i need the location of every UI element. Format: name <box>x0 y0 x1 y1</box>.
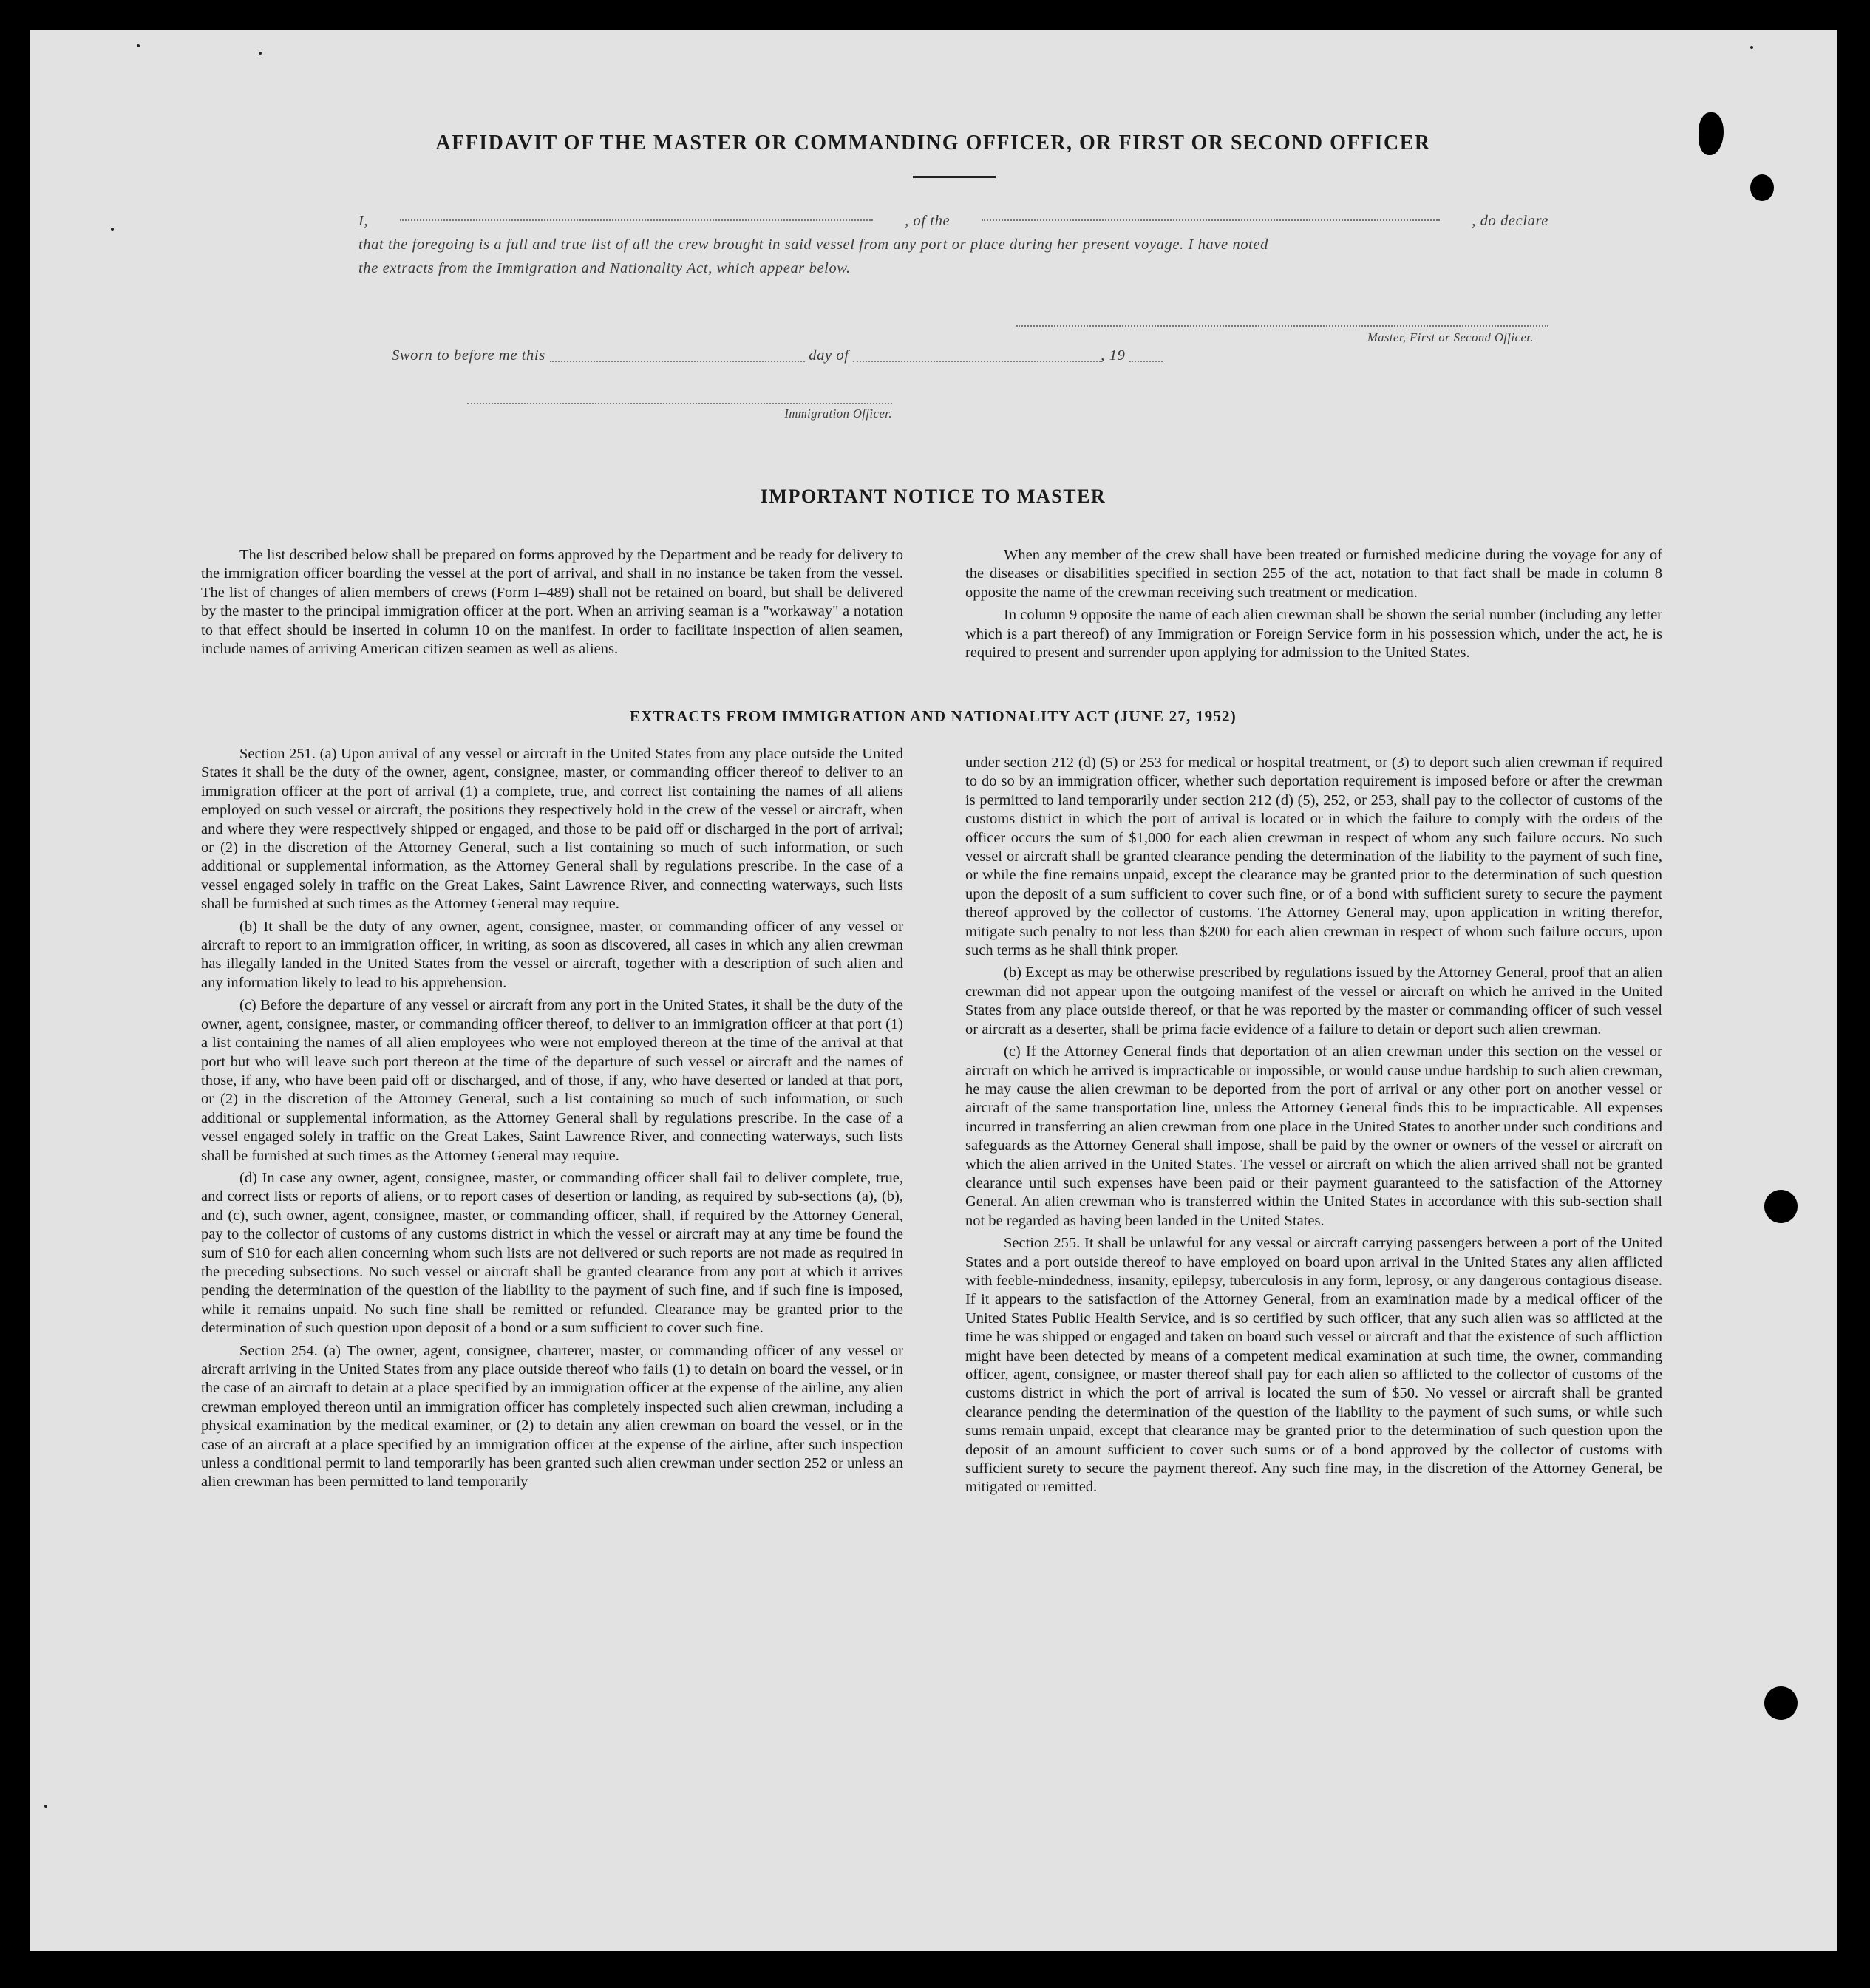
notice-left-column <box>201 546 903 658</box>
sworn-year-label: , 19 <box>1101 347 1126 364</box>
section-254-a: Section 254. (a) The owner, agent, consignee, charterer, master, or commanding officer of any vessel or aircraft arriving in the United States from any place outside thereof who fails (1) to detain on board the vessel, or in the case of an aircraft to detain at a place specified by an immigration officer at the expense of the airline, any alien crewman employed thereon until an immigration officer has completely inspected such alien crewman, including a physical examination by the medical examiner, or (2) to detain any alien crewman on board the vessel, or in the case of an aircraft at a place specified by an immigration officer at the expense of the airline, after such inspection unless a conditional permit to land temporarily has been granted such alien crewman under section 252 or unless an alien crewman has been permitted to land temporarily <box>201 1342 903 1491</box>
title-rule <box>913 176 996 178</box>
declarant-prefix: I, <box>358 213 369 229</box>
sworn-prefix: Sworn to before me this <box>392 347 545 364</box>
section-251-c: (c) Before the departure of any vessel or aircraft from any port in the United States, it shall be the duty of the owner, agent, consignee, master, or commanding officer thereof, to deliver to an immigration officer at that port (1) a list containing the names of all alien employees who were not employed thereon at the time of the arrival at that port but who will leave such port thereon at the time of the departure of such vessel or aircraft and the names of those, if any, who have been paid off or discharged, and of those, if any, who have deserted or landed at that port, or (2) in the discretion of the Attorney General, such a list containing so much of such information, or such additional or supplemental information, as the Attorney General shall by regulations prescribe. In the case of a vessel engaged solely in traffic on the Great Lakes, Saint Lawrence River, and connecting waterways, such lists shall be furnished at such times as the Attorney General may require. <box>201 997 903 1164</box>
declarant-name-field[interactable] <box>400 209 873 221</box>
declaration-line-2: that the foregoing is a full and true list of all the crew brought in said vessel from any port or place during her present voyage. I have noted <box>358 236 1269 253</box>
officer-signature-field[interactable] <box>1016 325 1548 327</box>
document-page <box>30 30 1837 1951</box>
sworn-month-field[interactable] <box>853 350 1101 362</box>
officer-signature-caption: Master, First or Second Officer. <box>1367 330 1534 344</box>
affidavit-title: AFFIDAVIT OF THE MASTER OR COMMANDING OFFICER, OR FIRST OR SECOND OFFICER <box>435 132 1431 154</box>
section-255: Section 255. It shall be unlawful for any vessal or aircraft carrying passengers between a port of the United States and a port outside thereof to have employed on board upon arrival in the United States any alien afflicted with feeble-mindedness, insanity, epilepsy, tuberculosis in any form, leprosy, or any dangerous contagious disease. If it appears to the satisfaction of the Attorney General, from an examination made by a medical officer of the United States Public Health Service, and is so certified by such officer, that any such alien was so afflicted at the time he was shipped or engaged and taken on board such vessel or aircraft and that the existence of such affliction might have been detected by means of a competent medical examination at such time, the owner, commanding officer, agent, consignee, or master thereof shall pay for each alien so afflicted to the collector of customs of the customs district in which the port of arrival is located the sum of $50. No vessel or aircraft shall be granted clearance pending the determination of the question of the liability to the payment of such sums, or while such sums remain unpaid, except that clearance may be granted prior to the determination of such question upon the deposit of an amount sufficient to cover such sums or of a bond approved by the collector of customs with sufficient surety to secure the payment thereof. Any such fine may, in the discretion of the Attorney General, be mitigated or remitted. <box>965 1235 1662 1496</box>
ink-blot-mark <box>1750 174 1774 201</box>
dust-speck <box>1750 46 1753 49</box>
dust-speck <box>44 1805 47 1808</box>
sworn-day-of: day of <box>809 347 849 364</box>
dust-speck <box>111 228 114 231</box>
declaration-line-1 <box>358 209 1548 233</box>
notice-paragraph: The list described below shall be prepared on forms approved by the Department and be ready for delivery to the immigration officer boarding the vessel at the port of arrival, and shall in no instance be taken from the vessel. The list of changes of alien members of crews (Form I–489) shall not be retained on board, but shall be delivered by the master to the principal immigration officer at the port. When an arriving seaman is a "workaway" a notation to that effect should be inserted in column 10 on the manifest. In order to facilitate inspection of alien seamen, include names of arriving American citizen seamen as well as aliens. <box>201 547 903 658</box>
declarant-of-the: , of the <box>905 213 951 229</box>
notice-paragraph: When any member of the crew shall have been treated or furnished medicine during the voyage for any of the diseases or disabilities specified in section 255 of the act, notation to that fact shall be made in column 8 opposite the name of the crewman receiving such treatment or medication. <box>965 547 1662 601</box>
extracts-left-column <box>201 745 903 1492</box>
declaration-line-3: the extracts from the Immigration and Nationality Act, which appear below. <box>358 260 851 276</box>
dust-speck <box>259 52 262 55</box>
sworn-line <box>392 347 1279 364</box>
sworn-day-field[interactable] <box>550 350 805 362</box>
sworn-year-field[interactable] <box>1129 350 1163 362</box>
immigration-officer-caption: Immigration Officer. <box>784 406 892 421</box>
extracts-right-column <box>965 754 1662 1497</box>
notice-paragraph: In column 9 opposite the name of each alien crewman shall be shown the serial number (including any letter which is a part thereof) of any Immigration or Foreign Service form in his possession which, under the act, he is required to present and surrender upon applying for admission to the United States. <box>965 607 1662 661</box>
notice-right-column <box>965 546 1662 662</box>
declarant-do-declare: , do declare <box>1472 213 1548 229</box>
section-254-a-continued: under section 212 (d) (5) or 253 for medical or hospital treatment, or (3) to deport such alien crewman if required to do so by an immigration officer, whether such deportation requirement is imposed before or after the crewman is permitted to land temporarily under section 212 (d) (5), 252, or 253, shall pay to the collector of customs of the customs district in which the port of arrival is located or in which the failure to comply with the orders of the officer occurs the sum of $1,000 for each alien crewman in respect of whom any such failure occurs. No such vessel or aircraft shall be granted clearance pending the determination of the liability to the payment of such fine, or while the fine remains unpaid, except the clearance may be granted prior to the determination of such question upon the deposit of a sum sufficient to cover such fine, or of a bond with sufficient surety to secure the payment thereof approved by the collector of customs. The Attorney General may, upon application in writing therefor, mitigate such penalty to not less than $200 for each alien crewman in respect of whom such failure occurs, upon such terms as he shall think proper. <box>965 755 1662 959</box>
section-254-b: (b) Except as may be otherwise prescribed by regulations issued by the Attorney General, proof that an alien crewman did not appear upon the outgoing manifest of the vessel or aircraft on which he arrived in the United States from any place outside thereof, or that he was reported by the master or commanding officer of such vessel or aircraft as a deserter, shall be prima facie evidence of a failure to detain or deport such alien crewman. <box>965 964 1662 1038</box>
section-251-a: Section 251. (a) Upon arrival of any vessel or aircraft in the United States from any place outside the United States it shall be the duty of the owner, agent, consignee, master, or commanding officer thereof to deliver to an immigration officer at the port of arrival (1) a complete, true, and correct list containing the names of all aliens employed on such vessel or aircraft, the positions they respectively hold in the crew of the vessel or aircraft, when and where they were respectively shipped or engaged, and those to be paid off or discharged in the port of arrival; or (2) in the discretion of the Attorney General, such a list containing so much of such information, or such additional or supplemental information, as the Attorney General shall by regulations prescribe. In the case of a vessel engaged solely in traffic on the Great Lakes, Saint Lawrence River, and connecting waterways, such lists shall be furnished at such times as the Attorney General may require. <box>201 746 903 913</box>
dust-speck <box>137 44 140 47</box>
notice-heading: IMPORTANT NOTICE TO MASTER <box>760 486 1106 507</box>
vessel-name-field[interactable] <box>982 209 1440 221</box>
immigration-officer-signature-field[interactable] <box>467 403 892 404</box>
declaration-block <box>358 209 1548 280</box>
punch-hole-mark <box>1764 1190 1798 1223</box>
section-254-c: (c) If the Attorney General finds that deportation of an alien crewman under this section on the vessel or aircraft on which he arrived is impracticable or impossible, or would cause undue hardship to such alien crewman, he may cause the alien crewman to be deported from the port of arrival or any other port on another vessel or aircraft of the same transportation line, unless the Attorney General finds this to be impracticable. All expenses incurred in transferring an alien crewman from one place in the United States to another under such conditions and safeguards as the Attorney General shall impose, shall be paid by the owner or owners of the vessel or aircraft on which the alien arrived in the United States. The vessel or aircraft on which the alien arrived shall not be granted clearance until such expenses have been paid or their payment guaranteed to the satisfaction of the Attorney General. An alien crewman who is transferred within the United States in accordance with this sub-section shall not be regarded as having been landed in the United States. <box>965 1044 1662 1229</box>
punch-hole-mark <box>1764 1686 1798 1720</box>
section-251-d: (d) In case any owner, agent, consignee, master, or commanding officer shall fail to deliver complete, true, and correct lists or reports of aliens, or to report cases of desertion or landing, as required by sub-sections (a), (b), and (c), such owner, agent, consignee, master, or commanding officer, shall, if required by the Attorney General, pay to the collector of customs of any customs district in which the vessel or aircraft may at any time be found the sum of $10 for each alien concerning whom such lists are not delivered or such reports are not made as required in the preceding subsections. No such vessel or aircraft shall be granted clearance from any port at which it arrives pending the determination of the question of the liability to the payment of such fine, and if such fine is imposed, while it remains unpaid. No such fine shall be remitted or refunded. Clearance may be granted prior to the determination of such question upon deposit of a bond or a sum sufficient to cover such fine. <box>201 1169 903 1337</box>
extracts-heading: EXTRACTS FROM IMMIGRATION AND NATIONALITY ACT (JUNE 27, 1952) <box>630 707 1237 725</box>
section-251-b: (b) It shall be the duty of any owner, agent, consignee, master, or commanding officer of any vessel or aircraft to report to an immigration officer, in writing, as soon as discovered, all cases in which any alien crewman has illegally landed in the United States from the vessel or aircraft, together with a description of such alien and any information likely to lead to his apprehension. <box>201 918 903 991</box>
